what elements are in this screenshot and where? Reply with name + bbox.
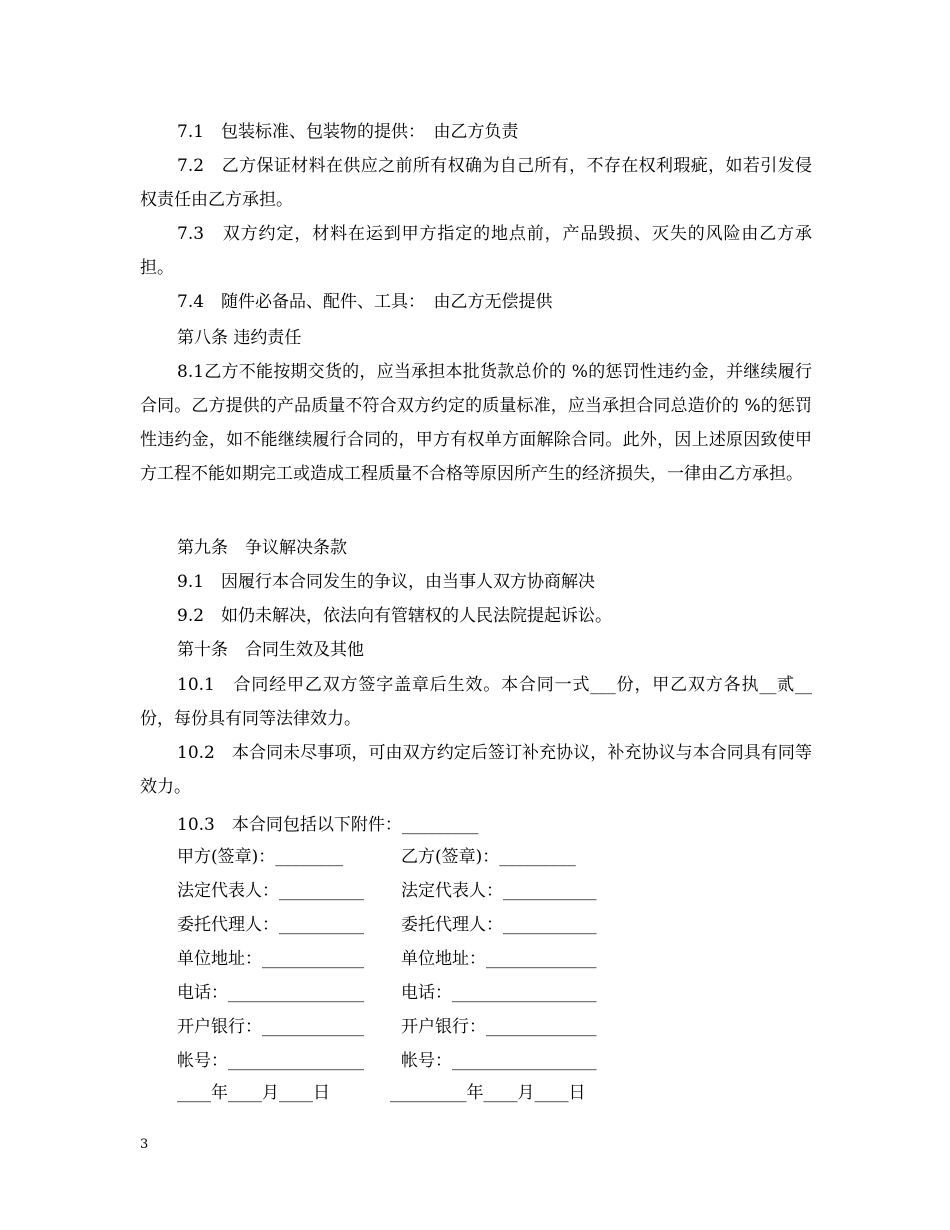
party-b-account-line: 帐号：_________________ — [401, 1051, 597, 1071]
party-a-address-line: 单位地址：____________ — [177, 949, 364, 969]
party-b-phone-line: 电话：_________________ — [401, 983, 597, 1003]
party-a-bank-line: 开户银行：____________ — [177, 1017, 364, 1037]
party-a-phone-line: 电话：________________ — [177, 983, 364, 1003]
article-10-heading: 第十条 合同生效及其他 — [177, 640, 364, 660]
party-a-legal-rep-line: 法定代表人：__________ — [177, 881, 364, 901]
clause-10-1: 10.1 合同经甲乙双方签字盖章后生效。本合同一式___份，甲乙双方各执__贰__份，每份具有同等法律效力。 — [140, 675, 812, 729]
page-number: 3 — [140, 1137, 149, 1152]
article-8-heading: 第八条 违约责任 — [177, 328, 302, 348]
clause-9-1: 9.1 因履行本合同发生的争议，由当事人双方协商解决 — [177, 572, 596, 592]
party-a-seal-line: 甲方(签章)：________ — [177, 847, 344, 867]
clause-10-3: 10.3 本合同包括以下附件：_________ — [177, 815, 479, 835]
clause-7-1: 7.1 包装标准、包装物的提供： 由乙方负责 — [177, 122, 519, 142]
party-b-legal-rep-line: 法定代表人：___________ — [401, 881, 597, 901]
party-b-bank-line: 开户银行：_____________ — [401, 1017, 597, 1037]
party-b-agent-line: 委托代理人：___________ — [401, 915, 597, 935]
clause-7-3: 7.3 双方约定，材料在运到甲方指定的地点前，产品毁损、灭失的风险由乙方承担。 — [140, 224, 812, 278]
clause-10-2: 10.2 本合同未尽事项，可由双方约定后签订补充协议，补充协议与本合同具有同等效力。 — [140, 743, 812, 797]
article-9-heading: 第九条 争议解决条款 — [177, 538, 347, 558]
party-b-address-line: 单位地址：_____________ — [401, 949, 597, 969]
clause-9-2: 9.2 如仍未解决，依法向有管辖权的人民法院提起诉讼。 — [177, 606, 613, 626]
clause-7-2: 7.2 乙方保证材料在供应之前所有权确为自己所有，不存在权利瑕疵，如若引发侵权责任由乙方承担。 — [140, 156, 812, 210]
clause-8-1: 8.1乙方不能按期交货的，应当承担本批货款总价的 %的惩罚性违约金，并继续履行合同。乙方提供的产品质量不符合双方约定的质量标准，应当承担合同总造价的 %的惩罚性违约金，如不能继续履行合同的，甲方有权单方面解除合同。此外，因上述原因致使甲方工程不能如期完工或造成工程质量不合格等原因所产生的经济损失，一律由乙方承担。 — [140, 362, 812, 484]
party-a-agent-line: 委托代理人：__________ — [177, 915, 364, 935]
clause-7-4: 7.4 随件必备品、配件、工具： 由乙方无偿提供 — [177, 292, 553, 312]
party-b-date-line: _________年____月____日 — [390, 1083, 586, 1103]
party-a-date-line: ____年____月____日 — [177, 1083, 330, 1103]
party-b-seal-line: 乙方(签章)：_________ — [401, 847, 576, 867]
party-a-account-line: 帐号：________________ — [177, 1051, 364, 1071]
